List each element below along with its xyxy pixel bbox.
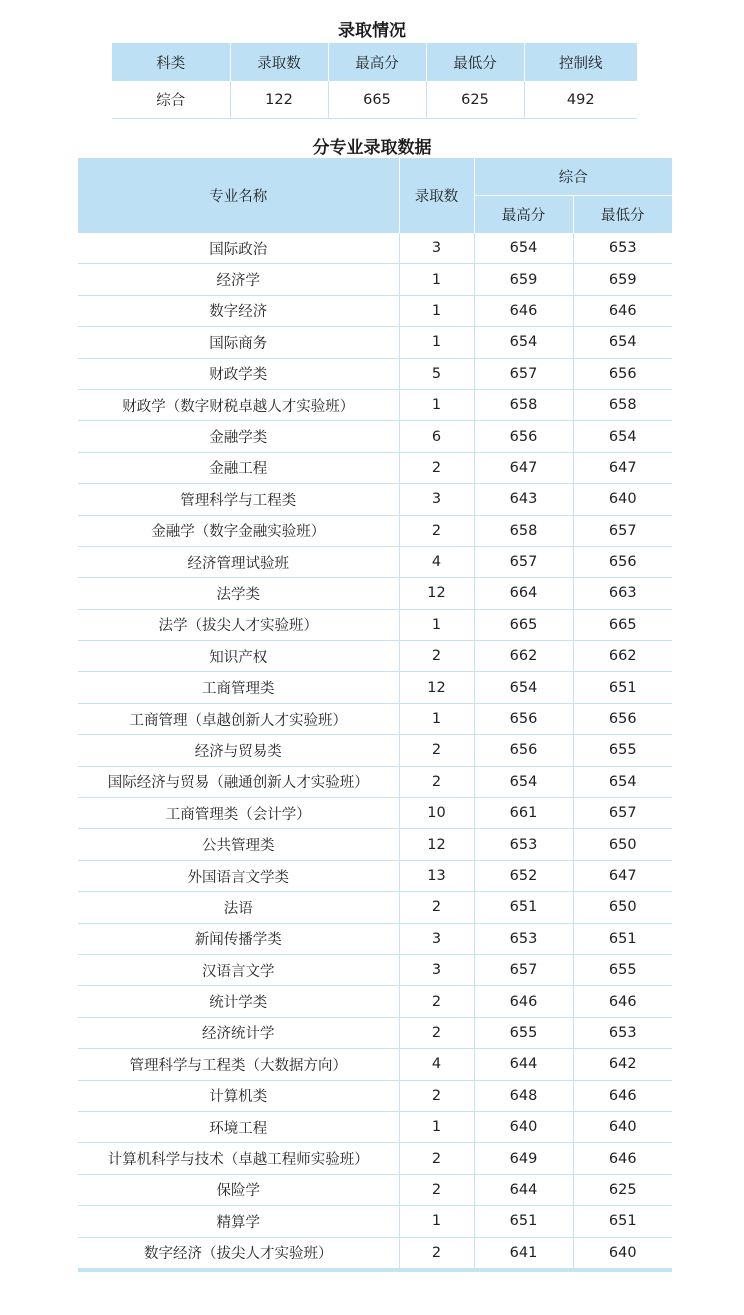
admission-count: 1 (399, 327, 474, 358)
table-row (78, 1143, 672, 1174)
max-score: 658 (474, 515, 573, 546)
max-score: 659 (474, 264, 573, 295)
major-name: 知识产权 (78, 641, 399, 672)
table-row (78, 389, 672, 420)
major-name: 经济学 (78, 264, 399, 295)
admission-count: 2 (399, 892, 474, 923)
major-name: 管理科学与工程类（大数据方向） (78, 1049, 399, 1080)
max-score: 653 (474, 923, 573, 954)
admission-summary-title: 录取情况 (338, 21, 406, 41)
admission-count: 1 (399, 264, 474, 295)
admission-count: 2 (399, 641, 474, 672)
min-score: 653 (573, 1017, 672, 1048)
major-header-min: 最低分 (573, 196, 672, 234)
max-score: 664 (474, 578, 573, 609)
major-name: 国际政治 (78, 233, 399, 264)
table-row (78, 798, 672, 829)
table-row (78, 703, 672, 734)
max-score: 648 (474, 1080, 573, 1111)
major-name: 汉语言文学 (78, 954, 399, 985)
admission-count: 2 (399, 1143, 474, 1174)
min-score: 646 (573, 1143, 672, 1174)
admission-count: 1 (399, 389, 474, 420)
table-row (78, 546, 672, 577)
major-name: 工商管理类（会计学） (78, 798, 399, 829)
summary-header-min: 最低分 (426, 43, 524, 81)
admission-count: 2 (399, 986, 474, 1017)
min-score: 663 (573, 578, 672, 609)
min-score: 642 (573, 1049, 672, 1080)
min-score: 655 (573, 954, 672, 985)
admission-count: 1 (399, 1206, 474, 1237)
admission-count: 1 (399, 609, 474, 640)
max-score: 646 (474, 986, 573, 1017)
max-score: 654 (474, 672, 573, 703)
major-name: 保险学 (78, 1174, 399, 1205)
table-row (78, 484, 672, 515)
table-row (78, 264, 672, 295)
admission-count: 2 (399, 515, 474, 546)
summary-row (112, 81, 637, 119)
table-row (78, 860, 672, 891)
summary-header-count: 录取数 (230, 43, 328, 81)
summary-category: 综合 (112, 81, 230, 119)
max-score: 656 (474, 703, 573, 734)
max-score: 662 (474, 641, 573, 672)
major-table-body (78, 233, 672, 1270)
admission-count: 2 (399, 452, 474, 483)
admission-count: 1 (399, 703, 474, 734)
max-score: 665 (474, 609, 573, 640)
table-row (78, 1049, 672, 1080)
table-row (78, 986, 672, 1017)
min-score: 656 (573, 358, 672, 389)
summary-min: 625 (426, 81, 524, 119)
min-score: 647 (573, 860, 672, 891)
admission-count: 2 (399, 1080, 474, 1111)
admission-count: 2 (399, 1017, 474, 1048)
major-header-row-1 (78, 158, 672, 196)
max-score: 646 (474, 295, 573, 326)
min-score: 640 (573, 484, 672, 515)
min-score: 659 (573, 264, 672, 295)
max-score: 647 (474, 452, 573, 483)
major-name: 法学类 (78, 578, 399, 609)
major-name: 新闻传播学类 (78, 923, 399, 954)
max-score: 640 (474, 1111, 573, 1142)
max-score: 644 (474, 1049, 573, 1080)
major-name: 数字经济 (78, 295, 399, 326)
summary-header-control-line: 控制线 (524, 43, 637, 81)
table-row (78, 892, 672, 923)
major-header-group: 综合 (474, 158, 672, 196)
table-row (78, 672, 672, 703)
max-score: 657 (474, 546, 573, 577)
table-row (78, 829, 672, 860)
major-name: 管理科学与工程类 (78, 484, 399, 515)
major-name: 工商管理类 (78, 672, 399, 703)
admission-count: 3 (399, 233, 474, 264)
major-name: 国际商务 (78, 327, 399, 358)
max-score: 658 (474, 389, 573, 420)
table-row (78, 1111, 672, 1142)
min-score: 646 (573, 1080, 672, 1111)
major-name: 经济与贸易类 (78, 735, 399, 766)
table-row (78, 1206, 672, 1237)
min-score: 651 (573, 1206, 672, 1237)
summary-header-max: 最高分 (328, 43, 426, 81)
major-admission-title: 分专业录取数据 (312, 138, 432, 158)
table-row (78, 923, 672, 954)
summary-header-row (112, 43, 637, 81)
max-score: 655 (474, 1017, 573, 1048)
major-admission-table (78, 158, 672, 1272)
max-score: 654 (474, 327, 573, 358)
admission-count: 12 (399, 829, 474, 860)
summary-max: 665 (328, 81, 426, 119)
admission-count: 1 (399, 1111, 474, 1142)
min-score: 654 (573, 327, 672, 358)
max-score: 656 (474, 421, 573, 452)
min-score: 650 (573, 829, 672, 860)
major-name: 法学（拔尖人才实验班） (78, 609, 399, 640)
max-score: 661 (474, 798, 573, 829)
summary-control-line: 492 (524, 81, 637, 119)
table-row (78, 327, 672, 358)
major-header-max: 最高分 (474, 196, 573, 234)
max-score: 656 (474, 735, 573, 766)
major-name: 数字经济（拔尖人才实验班） (144, 1246, 333, 1263)
min-score: 646 (573, 986, 672, 1017)
max-score: 657 (474, 358, 573, 389)
admission-count: 2 (399, 1174, 474, 1205)
min-score: 625 (573, 1174, 672, 1205)
max-score: 649 (474, 1143, 573, 1174)
admission-summary-table (112, 43, 637, 119)
major-name: 公共管理类 (78, 829, 399, 860)
major-name: 经济管理试验班 (78, 546, 399, 577)
min-score: 654 (573, 766, 672, 797)
admission-count: 3 (399, 484, 474, 515)
summary-header-category: 科类 (112, 43, 230, 81)
min-score: 665 (573, 609, 672, 640)
admission-count: 2 (399, 766, 474, 797)
table-row (78, 954, 672, 985)
min-score: 640 (573, 1237, 672, 1270)
max-score: 651 (474, 1206, 573, 1237)
min-score: 658 (573, 389, 672, 420)
admission-count: 3 (399, 954, 474, 985)
major-name: 计算机类 (78, 1080, 399, 1111)
major-name: 财政学类 (78, 358, 399, 389)
admission-count: 2 (399, 735, 474, 766)
summary-count: 122 (230, 81, 328, 119)
table-row (78, 609, 672, 640)
major-name: 统计学类 (78, 986, 399, 1017)
major-header-name: 专业名称 (78, 158, 399, 233)
table-row (78, 421, 672, 452)
min-score: 662 (573, 641, 672, 672)
max-score: 654 (474, 233, 573, 264)
min-score: 640 (573, 1111, 672, 1142)
admission-count: 10 (399, 798, 474, 829)
min-score: 650 (573, 892, 672, 923)
table-row (78, 233, 672, 264)
max-score: 653 (474, 829, 573, 860)
max-score: 651 (474, 892, 573, 923)
min-score: 653 (573, 233, 672, 264)
table-row (78, 641, 672, 672)
major-name: 工商管理（卓越创新人才实验班） (78, 703, 399, 734)
max-score: 654 (474, 766, 573, 797)
min-score: 656 (573, 546, 672, 577)
admission-count: 2 (399, 1237, 474, 1270)
table-row (78, 735, 672, 766)
major-name: 国际经济与贸易（融通创新人才实验班） (78, 766, 399, 797)
admission-count: 1 (399, 295, 474, 326)
major-name: 精算学 (78, 1206, 399, 1237)
major-name: 经济统计学 (78, 1017, 399, 1048)
admission-count: 6 (399, 421, 474, 452)
table-row (78, 358, 672, 389)
min-score: 657 (573, 798, 672, 829)
major-name: 金融学类 (78, 421, 399, 452)
max-score: 643 (474, 484, 573, 515)
table-row (78, 766, 672, 797)
table-row (78, 1174, 672, 1205)
major-name: 财政学（数字财税卓越人才实验班） (78, 389, 399, 420)
admission-count: 12 (399, 578, 474, 609)
min-score: 657 (573, 515, 672, 546)
admission-count: 4 (399, 546, 474, 577)
min-score: 646 (573, 295, 672, 326)
table-row (78, 515, 672, 546)
min-score: 647 (573, 452, 672, 483)
major-name: 法语 (78, 892, 399, 923)
max-score: 644 (474, 1174, 573, 1205)
table-row (78, 1237, 672, 1270)
table-row (78, 1017, 672, 1048)
min-score: 651 (573, 672, 672, 703)
min-score: 656 (573, 703, 672, 734)
admission-count: 13 (399, 860, 474, 891)
max-score: 652 (474, 860, 573, 891)
admission-count: 5 (399, 358, 474, 389)
admission-count: 12 (399, 672, 474, 703)
table-row (78, 578, 672, 609)
major-name: 金融学（数字金融实验班） (78, 515, 399, 546)
admission-count: 4 (399, 1049, 474, 1080)
admission-count: 3 (399, 923, 474, 954)
min-score: 655 (573, 735, 672, 766)
max-score: 641 (474, 1237, 573, 1270)
major-header-count: 录取数 (399, 158, 474, 233)
table-row (78, 452, 672, 483)
min-score: 654 (573, 421, 672, 452)
table-row (78, 295, 672, 326)
table-row (78, 1080, 672, 1111)
min-score: 651 (573, 923, 672, 954)
major-name: 计算机科学与技术（卓越工程师实验班） (78, 1143, 399, 1174)
major-name: 环境工程 (78, 1111, 399, 1142)
max-score: 657 (474, 954, 573, 985)
major-name: 金融工程 (78, 452, 399, 483)
major-name: 外国语言文学类 (78, 860, 399, 891)
